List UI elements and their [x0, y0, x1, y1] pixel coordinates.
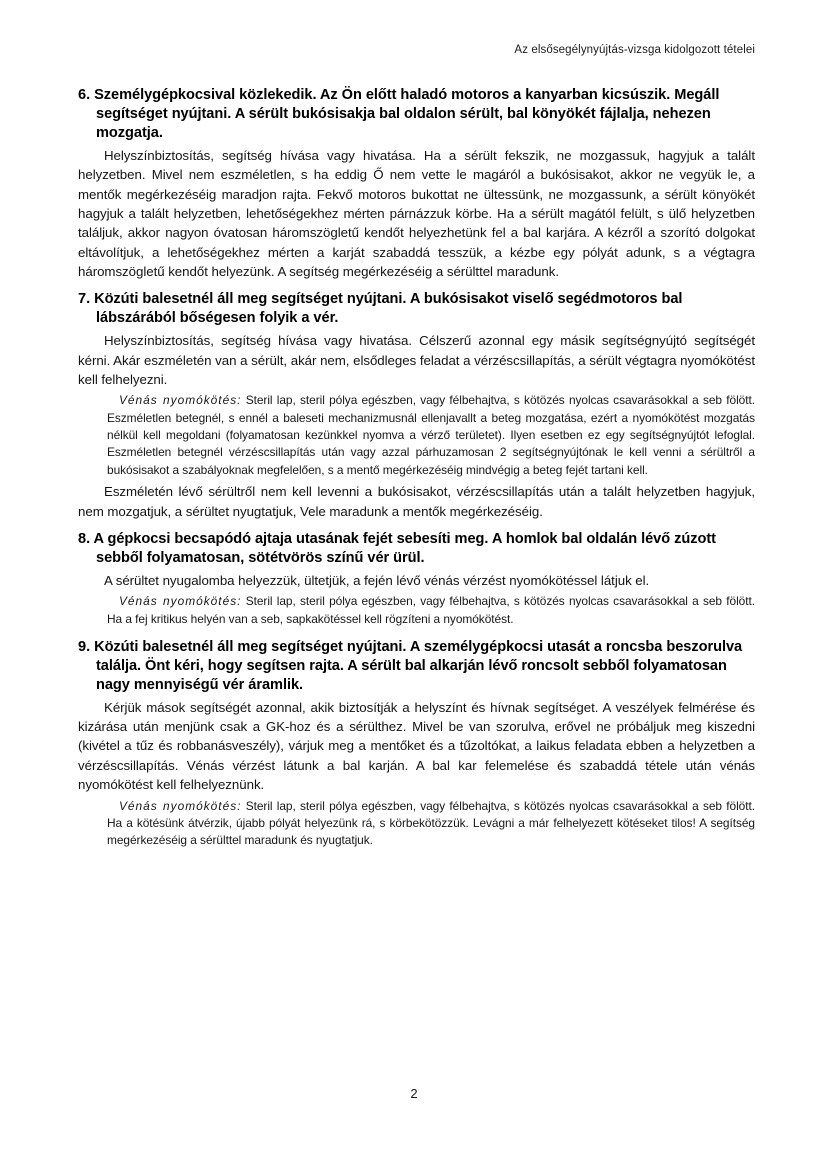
question-heading-6: 6. Személygépkocsival közlekedik. Az Ön előtt haladó motoros a kanyarban kicsúszik. Megáll segítséget nyújtani. A sérült bukósisakja bal oldalon sérült, bal könyökét fájlalja, nehezen mozgatja. — [78, 87, 720, 141]
question-item-6 — [78, 86, 755, 281]
definition-text-9: Steril lap, steril pólya egészben, vagy félbehajtva, s kötözés nyolcas csavarásokkal a seb fölött. Ha a kötésünk átvérzik, újabb pólyát helyezünk rá, s körbekötözzük. Levágni a már felhelyezett kötéseket tilos! A segítség megérkezéséig a sérülttel maradunk és nyugtatjuk. — [107, 798, 755, 848]
answer-paragraph-7-1: Helyszínbiztosítás, segítség hívása vagy hivatása. Célszerű azonnal egy másik segítségnyújtó segítségét kérni. Akár eszméletén van a sérült, akár nem, elsődleges feladat a vérzéscsillapítás, a sérült végtagra nyomókötést kell felhelyezni. — [78, 333, 755, 387]
document-body — [78, 86, 755, 853]
definition-term-8: Vénás nyomókötés: — [119, 594, 242, 609]
answer-paragraph-7-2: Eszméletén lévő sérültről nem kell levenni a bukósisakot, vérzéscsillapítás után a talált helyzetben hagyjuk, nem mozgatjuk, a sérültet nyugtatjuk, Vele maradunk a mentők megérkezéséig. — [78, 484, 755, 519]
answer-paragraph-8-1: A sérültet nyugalomba helyezzük, ültetjük, a fején lévő vénás vérzést nyomókötéssel látjuk el. — [104, 572, 650, 588]
running-header: Az elsősegélynyújtás-vizsga kidolgozott tételei — [514, 44, 755, 56]
definition-term-9: Vénás nyomókötés: — [119, 798, 242, 813]
definition-text-8: Steril lap, steril pólya egészben, vagy félbehajtva, s kötözés nyolcas csavarásokkal a seb fölött. Ha a fej kritikus helyén van a seb, sapkakötéssel kell rögzíteni a nyomókötést. — [107, 594, 755, 626]
question-heading-8: 8. A gépkocsi becsapódó ajtaja utasának fejét sebesíti meg. A homlok bal oldalán lévő zúzott sebből folyamatosan, sötétvörös színű vér ürül. — [78, 530, 716, 566]
page-number: 2 — [410, 1086, 418, 1101]
spacer — [78, 283, 755, 290]
definition-block-8 — [78, 593, 755, 628]
definition-term-7: Vénás nyomókötés: — [119, 393, 242, 408]
question-item-8 — [78, 530, 755, 628]
answer-paragraph-9-1: Kérjük mások segítségét azonnal, akik biztosítják a helyszínt és hívnak segítséget. A veszélyek felmérése és kizárása után menjünk csak a GK-hoz és a sérülthez. Mivel be van szorulva, erővel ne próbáljuk meg kiszedni (kivétel a tűz és robbanásveszély), várjuk meg a mentőket és a tűzoltókat, a laikus feladata ebben a helyzetben a vérzéscsillapítás. Vénás vérzést látunk a bal karján. A bal kar felemelése és szabaddá tétele után vénás nyomókötést kell felhelyeznünk. — [78, 699, 755, 793]
answer-paragraph-6-1: Helyszínbiztosítás, segítség hívása vagy hivatása. Ha a sérült fekszik, ne mozgassuk, hagyjuk a talált helyzetben. Mivel nem eszméletlen, s ha eddig Ő nem vette le magáról a bukósisakot, akkor ne vegyük le, a mentők megérkezéséig maradjon rajta. Fekvő motoros bukottat ne ültessünk, ne mozgassunk, a sérült könyökét hagyjuk a talált helyzetben, lehetőségekhez mérten párnázzuk körbe. Ha a sérült magától felült, s ülő helyzetben találjuk, akkor nagyon óvatosan háromszögletű kendőt helyezhetünk fel a bal karjára. A kézről a szorító dolgokat eltávolítjuk, a lehetőségekhez mérten a karját szabaddá tesszük, a kézbe egy pólyát adunk, s a végtagra háromszögletű kendőt helyezünk. A segítség megérkezéséig a sérülttel maradunk. — [78, 147, 755, 279]
question-heading-7: 7. Közúti balesetnél áll meg segítséget nyújtani. A bukósisakot viselő segédmotoros bal lábszárából bőségesen folyik a vér. — [78, 291, 683, 327]
definition-block-9 — [78, 798, 755, 850]
spacer — [78, 523, 755, 530]
definition-text-7: Steril lap, steril pólya egészben, vagy félbehajtva, s kötözés nyolcas csavarásokkal a seb fölött. Eszméletlen betegnél, s ennél a baleseti mechanizmusnál ellenjavallt a beteg mozgatása, ezért a nyomókötést mozgatás nélkül kell megoldani (folyamatosan kezünkkel nyomva a vérző területet). Ilyen esetben ez egy segítségnyújtót lefoglal. Eszméletlen betegnél vérzéscsillapítás után vagy azzal párhuzamosan 2 segítségnyújtónak le kell venni a sérültről a bukósisakot a szabályoknak megfelelően, s a mentő megérkezéséig mindvégig a beteg fejét tartani kell. — [107, 393, 755, 477]
question-heading-9: 9. Közúti balesetnél áll meg segítséget nyújtani. A személygépkocsi utasát a roncsba beszorulva találja. Önt kéri, hogy segítsen rajta. A sérült bal alkarján lévő roncsolt sebből folyamatosan nagy mennyiségű vér áramlik. — [78, 638, 743, 693]
question-item-7 — [78, 290, 755, 521]
question-item-9 — [78, 638, 755, 850]
definition-block-7 — [78, 392, 755, 479]
spacer — [78, 631, 755, 638]
